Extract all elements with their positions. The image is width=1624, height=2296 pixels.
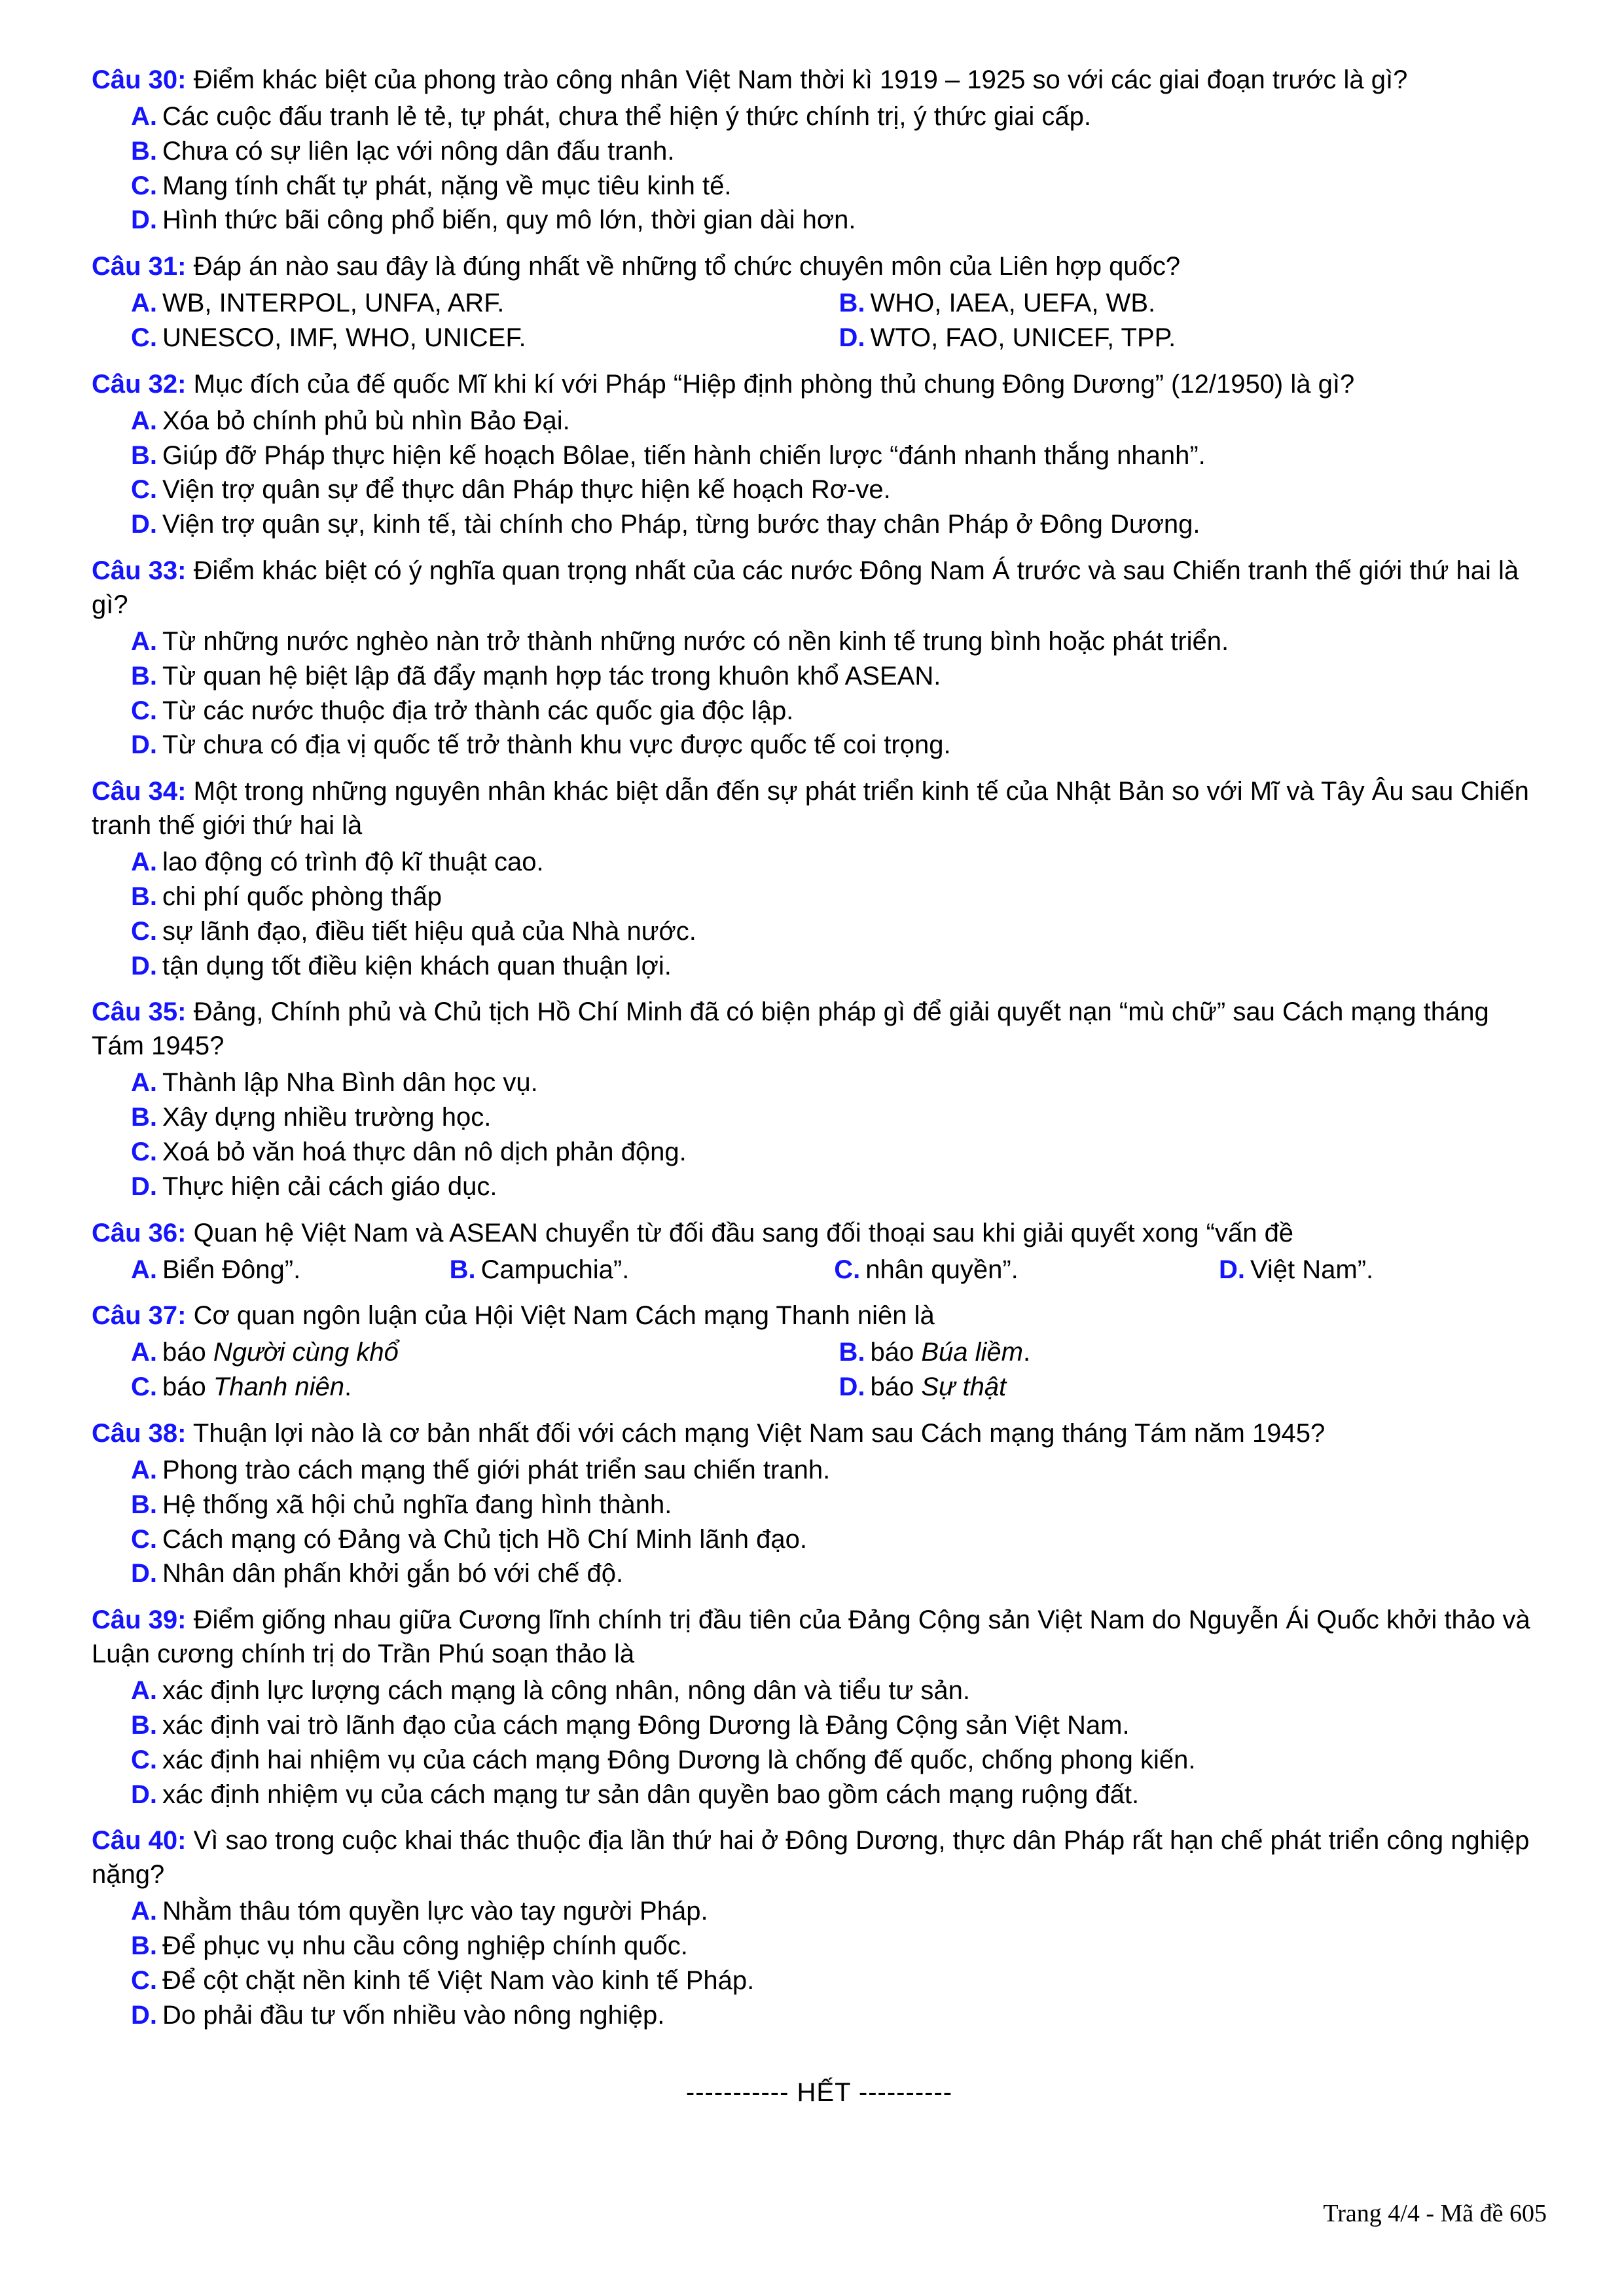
page-footer: Trang 4/4 - Mã đề 605 [1323,2200,1547,2227]
question-text: Vì sao trong cuộc khai thác thuộc địa lần thứ hai ở Đông Dương, thực dân Pháp rất hạn chế phát triển công nghiệp nặng? [92,1826,1530,1890]
option-text: Phong trào cách mạng thế giới phát triển sau chiến tranh. [162,1455,831,1484]
option-text: Nhân dân phấn khởi gắn bó với chế độ. [162,1559,624,1588]
question-text: Một trong những nguyên nhân khác biệt dẫn đến sự phát triển kinh tế của Nhật Bản so với Mĩ và Tây Âu sau Chiến tranh thế giới thứ hai là [92,777,1529,840]
option-letter: C. [131,171,157,200]
option-letter: C. [131,323,157,352]
option-letter: B. [131,1931,157,1961]
option-a[interactable] [92,1335,820,1370]
option-text: Xoá bỏ văn hoá thực dân nô dịch phản động. [162,1137,687,1166]
option-text: Xóa bỏ chính phủ bù nhìn Bảo Đại. [162,406,570,435]
option-text: sự lãnh đạo, điều tiết hiệu quả của Nhà nước. [162,916,696,946]
option-text: Cách mạng có Đảng và Chủ tịch Hồ Chí Minh lãnh đạo. [162,1524,807,1554]
question-text: Điểm khác biệt có ý nghĩa quan trọng nhất của các nước Đông Nam Á trước và sau Chiến tranh thế giới thứ hai là gì? [92,556,1519,619]
option-letter: A. [131,1338,157,1367]
option-b[interactable] [92,659,1547,694]
question-text: Đáp án nào sau đây là đúng nhất về những tổ chức chuyên môn của Liên hợp quốc? [193,252,1181,281]
option-a[interactable] [92,286,820,321]
option-group [92,1335,1547,1405]
option-text: Để cột chặt nền kinh tế Việt Nam vào kinh tế Pháp. [162,1965,755,1995]
option-b[interactable] [92,1100,1547,1135]
option-c[interactable] [92,321,820,355]
option-text: Do phải đầu tư vốn nhiều vào nông nghiệp. [162,2000,665,2030]
option-text: Giúp đỡ Pháp thực hiện kế hoạch Bôlae, tiến hành chiến lược “đánh nhanh thắng nhanh”. [162,440,1206,470]
option-letter: C. [131,1965,157,1995]
option-d[interactable] [92,1556,1547,1591]
option-letter: D. [131,1559,157,1588]
option-b[interactable] [92,1488,1547,1522]
question-stem [92,249,1547,283]
option-letter: A. [131,1255,157,1284]
option-group [92,845,1547,983]
option-letter: C. [131,1372,157,1402]
option-letter: B. [449,1255,476,1284]
option-letter: A. [131,1455,157,1484]
question-stem [92,1823,1547,1892]
option-group [92,1894,1547,2032]
option-group [92,99,1547,238]
option-letter: D. [839,323,865,352]
option-text: Viện trợ quân sự, kinh tế, tài chính cho Pháp, từng bước thay chân Pháp ở Đông Dương. [162,510,1200,539]
option-text-suffix: . [1022,1338,1031,1367]
option-text: Các cuộc đấu tranh lẻ tẻ, tự phát, chưa thể hiện ý thức chính trị, ý thức giai cấp. [162,102,1091,131]
option-c[interactable] [92,169,1547,204]
question-text: Cơ quan ngôn luận của Hội Việt Nam Cách mạng Thanh niên là [193,1301,935,1331]
option-text: xác định nhiệm vụ của cách mạng tư sản dân quyền bao gồm cách mạng ruộng đất. [162,1780,1140,1809]
option-letter: D. [131,951,157,980]
question-text: Mục đích của đế quốc Mĩ khi kí với Pháp “Hiệp định phòng thủ chung Đông Dương” (12/1950) là gì? [193,369,1355,399]
option-c[interactable] [92,694,1547,728]
question-number: Câu 31: [92,252,187,281]
option-c[interactable] [92,1135,1547,1170]
option-d[interactable] [92,949,1547,984]
option-text: lao động có trình độ kĩ thuật cao. [162,848,544,877]
option-d[interactable] [92,1170,1547,1204]
option-d[interactable] [820,321,1547,355]
option-letter: A. [131,1676,157,1706]
question-number: Câu 34: [92,777,187,806]
option-letter: D. [131,2000,157,2030]
option-letter: B. [131,440,157,470]
question-block [92,1216,1547,1287]
option-text: Hình thức bãi công phổ biến, quy mô lớn, thời gian dài hơn. [162,206,856,235]
option-b[interactable] [820,286,1547,321]
option-group [92,1674,1547,1812]
option-text [871,1338,1031,1367]
option-a[interactable] [92,845,1547,880]
option-letter: B. [131,661,157,691]
option-d[interactable] [92,1998,1547,2033]
option-text: xác định vai trò lãnh đạo của cách mạng Đông Dương là Đảng Cộng sản Việt Nam. [162,1710,1130,1740]
question-stem [92,774,1547,842]
option-letter: B. [131,1490,157,1519]
question-text: Quan hệ Việt Nam và ASEAN chuyển từ đối đầu sang đối thoại sau khi giải quyết xong “vấn đề [193,1218,1294,1247]
option-letter: C. [131,1524,157,1554]
option-text: Xây dựng nhiều trường học. [162,1103,492,1132]
option-letter: A. [131,289,157,318]
question-stem [92,1603,1547,1671]
option-text: UNESCO, IMF, WHO, UNICEF. [162,323,526,352]
option-text: Từ chưa có địa vị quốc tế trở thành khu vực được quốc tế coi trọng. [162,730,951,760]
option-text-prefix: báo [870,1372,922,1402]
question-number: Câu 37: [92,1301,187,1331]
option-text-italic: Thanh niên [213,1372,345,1402]
option-text: Viện trợ quân sự để thực dân Pháp thực hiện kế hoạch Rơ-ve. [162,475,891,505]
option-text: nhân quyền”. [865,1255,1019,1284]
question-stem [92,554,1547,622]
option-text: tận dụng tốt điều kiện khách quan thuận lợi. [162,951,672,980]
option-letter: A. [131,1897,157,1926]
question-number: Câu 38: [92,1418,187,1448]
option-text-italic: Người cùng khổ [213,1338,399,1367]
option-b[interactable] [92,1929,1547,1964]
option-text: Hệ thống xã hội chủ nghĩa đang hình thành. [162,1490,672,1519]
question-number: Câu 40: [92,1826,187,1856]
option-d[interactable] [820,1370,1547,1405]
option-letter: D. [839,1372,865,1402]
option-letter: C. [131,1745,157,1774]
option-letter: D. [131,730,157,760]
option-letter: D. [131,1172,157,1201]
question-number: Câu 35: [92,997,187,1027]
option-letter: D. [131,510,157,539]
option-c[interactable] [92,1964,1547,1998]
question-number: Câu 32: [92,369,187,399]
question-block [92,1603,1547,1812]
option-text: WTO, FAO, UNICEF, TPP. [870,323,1176,352]
option-letter: A. [131,406,157,435]
option-letter: C. [131,475,157,505]
question-number: Câu 30: [92,65,187,94]
option-text-prefix: báo [162,1338,213,1367]
question-text: Điểm khác biệt của phong trào công nhân Việt Nam thời kì 1919 – 1925 so với các giai đoạn trước là gì? [193,65,1408,94]
question-number: Câu 39: [92,1605,187,1635]
option-text: Mang tính chất tự phát, nặng về mục tiêu kinh tế. [162,171,732,200]
question-list [92,63,1547,2032]
option-b[interactable] [92,880,1547,914]
option-b[interactable] [820,1335,1547,1370]
question-block [92,249,1547,355]
question-stem [92,1299,1547,1333]
question-number: Câu 33: [92,556,187,585]
option-text: Từ những nước nghèo nàn trở thành những nước có nền kinh tế trung bình hoặc phát triển. [162,626,1229,656]
option-text [162,1338,399,1367]
question-block [92,995,1547,1204]
question-block [92,554,1547,762]
question-number: Câu 36: [92,1218,187,1247]
question-stem [92,995,1547,1063]
option-d[interactable] [92,203,1547,238]
option-text: xác định hai nhiệm vụ của cách mạng Đông Dương là chống đế quốc, chống phong kiến. [162,1745,1196,1774]
option-a[interactable] [92,404,1547,439]
question-block [92,1823,1547,2032]
option-letter: C. [131,1137,157,1166]
option-c[interactable] [92,1522,1547,1557]
option-a[interactable] [92,1453,1547,1488]
option-letter: C. [131,916,157,946]
option-letter: B. [839,289,865,318]
option-group [92,1066,1547,1204]
option-letter: B. [131,1710,157,1740]
option-a[interactable] [92,1066,1547,1100]
option-c[interactable] [92,914,1547,949]
question-stem [92,63,1547,97]
option-letter: D. [131,206,157,235]
option-text: WB, INTERPOL, UNFA, ARF. [162,289,505,318]
question-stem [92,1216,1547,1250]
option-letter: B. [131,882,157,911]
option-text: chi phí quốc phòng thấp [162,882,442,911]
option-text-italic: Búa liềm [921,1338,1023,1367]
question-text: Đảng, Chính phủ và Chủ tịch Hồ Chí Minh đã có biện pháp gì để giải quyết nạn “mù chữ” sau Cách mạng tháng Tám 1945? [92,997,1489,1061]
option-group [92,624,1547,762]
option-group [92,404,1547,542]
option-text-prefix: báo [162,1372,213,1402]
option-text: Biển Đông”. [162,1255,301,1284]
option-text: Thực hiện cải cách giáo dục. [162,1172,497,1201]
option-letter: A. [131,848,157,877]
option-d[interactable] [92,507,1547,542]
option-text: Từ quan hệ biệt lập đã đẩy mạnh hợp tác trong khuôn khổ ASEAN. [162,661,941,691]
end-marker: ----------- HẾT ---------- [685,2078,953,2108]
option-a[interactable] [92,1894,1547,1929]
option-text-suffix: . [344,1372,352,1402]
option-letter: B. [131,1103,157,1132]
option-letter: D. [131,1780,157,1809]
option-a[interactable] [92,624,1547,659]
question-text: Thuận lợi nào là cơ bản nhất đối với cách mạng Việt Nam sau Cách mạng tháng Tám năm 1945? [192,1418,1326,1448]
option-group [92,1453,1547,1591]
option-text: Thành lập Nha Bình dân học vụ. [162,1068,538,1098]
option-text: Chưa có sự liên lạc với nông dân đấu tranh. [162,136,675,166]
option-b[interactable] [92,134,1547,169]
option-letter: A. [131,1068,157,1098]
option-letter: C. [834,1255,861,1284]
question-stem [92,367,1547,401]
option-c[interactable] [92,1743,1547,1778]
option-b[interactable] [92,1708,1547,1743]
option-text [871,1372,1007,1401]
option-c[interactable] [92,1370,820,1405]
option-text: Từ các nước thuộc địa trở thành các quốc gia độc lập. [162,696,794,725]
option-text: Việt Nam”. [1250,1255,1374,1284]
question-block [92,367,1547,542]
option-a[interactable] [92,99,1547,134]
question-text: Điểm giống nhau giữa Cương lĩnh chính trị đầu tiên của Đảng Cộng sản Việt Nam do Nguyễn Ái Quốc khởi thảo và Luận cương chính trị do Trần Phú soạn thảo là [92,1605,1530,1669]
option-b[interactable] [92,439,1547,473]
option-d[interactable] [1212,1253,1547,1287]
question-block [92,1299,1547,1405]
option-text: Để phục vụ nhu cầu công nghiệp chính quốc. [162,1931,688,1961]
option-text-italic: Sự thật [921,1372,1007,1402]
option-group [92,286,1547,355]
option-text [162,1372,352,1401]
option-letter: C. [131,696,157,725]
option-c[interactable] [92,473,1547,507]
option-text: WHO, IAEA, UEFA, WB. [870,289,1156,318]
option-group [92,1253,1547,1287]
option-letter: D. [1218,1255,1245,1284]
option-text: xác định lực lượng cách mạng là công nhân, nông dân và tiểu tư sản. [162,1676,970,1706]
option-letter: A. [131,626,157,656]
option-text-prefix: báo [870,1338,922,1367]
question-block [92,1416,1547,1591]
question-block [92,63,1547,238]
option-text: Campuchia”. [480,1255,630,1284]
option-c[interactable] [827,1253,1212,1287]
option-b[interactable] [443,1253,828,1287]
option-letter: B. [131,136,157,166]
option-a[interactable] [92,1253,443,1287]
option-letter: B. [839,1338,865,1367]
option-letter: A. [131,102,157,131]
question-block [92,774,1547,983]
option-a[interactable] [92,1674,1547,1708]
question-stem [92,1416,1547,1450]
option-text: Nhằm thâu tóm quyền lực vào tay người Pháp. [162,1897,708,1926]
option-d[interactable] [92,1778,1547,1812]
option-d[interactable] [92,728,1547,762]
